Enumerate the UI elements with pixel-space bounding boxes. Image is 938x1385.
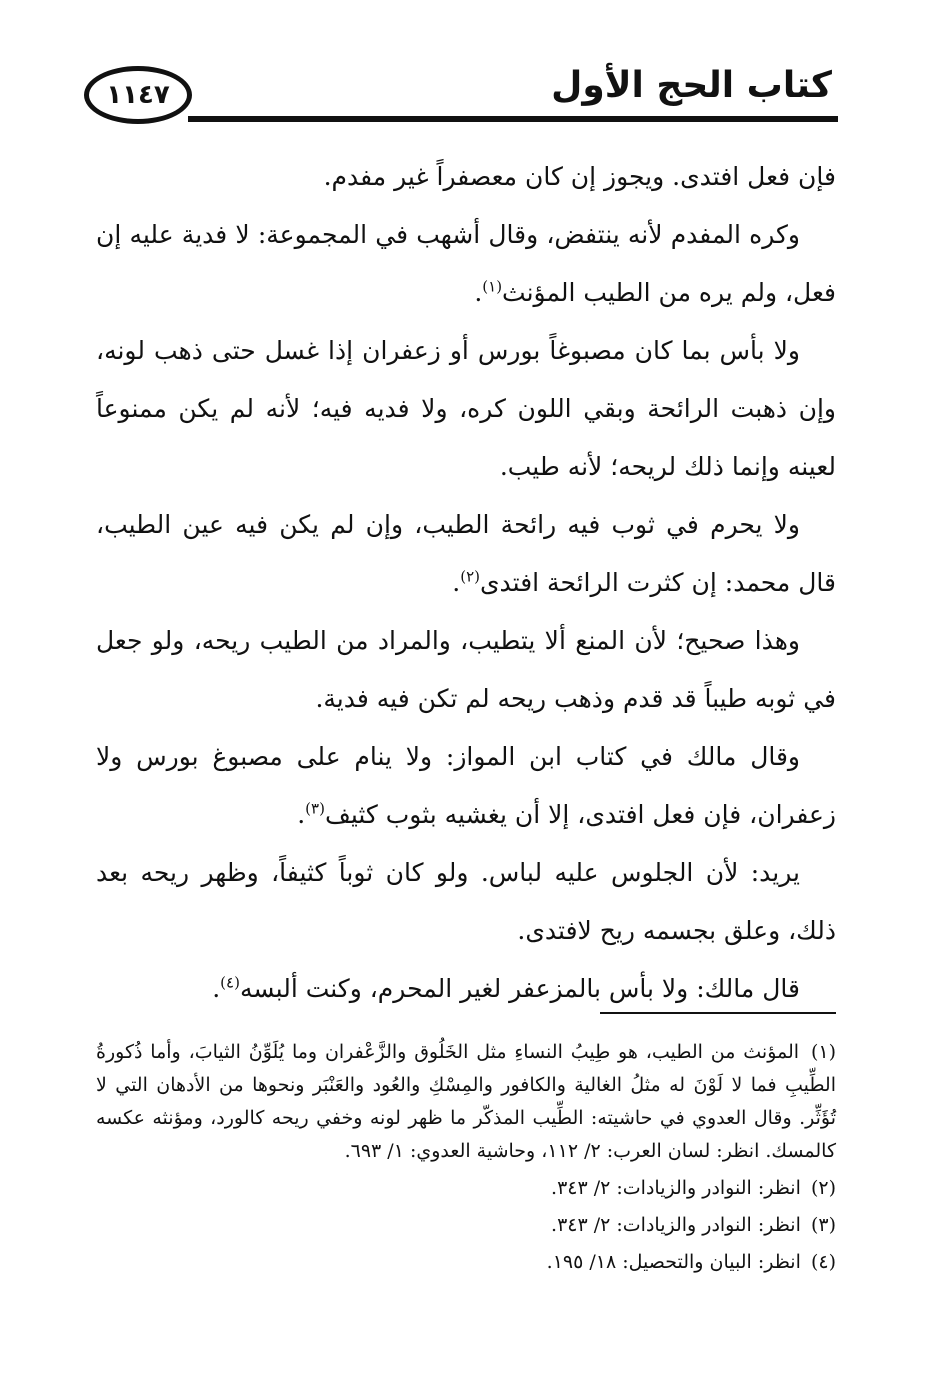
footnote-3 <box>96 1209 836 1242</box>
footnote-4 <box>96 1246 836 1279</box>
running-title: كتاب الحج الأول <box>551 65 832 106</box>
paragraph-6-text: وقال مالك في كتاب ابن المواز: ولا ينام على مصبوغ بورس ولا زعفران، فإن فعل افتدى، إلا أن يغشيه بثوب كثيف <box>96 742 836 829</box>
paragraph-6-end: . <box>297 800 306 829</box>
page-number: ١١٤٧ <box>106 80 170 110</box>
paragraph-1 <box>96 148 836 206</box>
footnote-ref-1: (١) <box>482 277 503 296</box>
footnote-2-text: انظر: النوادر والزيادات: ٢/ ٣٤٣. <box>551 1177 801 1199</box>
paragraph-3 <box>96 322 836 496</box>
paragraph-5-text: وهذا صحيح؛ لأن المنع ألا يتطيب، والمراد من الطيب ريحه، ولو جعل في ثوبه طيباً قد قدم وذهب ريحه لم تكن فيه فدية. <box>96 626 836 713</box>
main-text <box>96 148 836 1018</box>
paragraph-4 <box>96 496 836 612</box>
paragraph-8-text: قال مالك: ولا بأس بالمزعفر لغير المحرم، وكنت ألبسه <box>239 974 800 1003</box>
footnotes <box>96 1036 836 1283</box>
footnote-4-number: (٤) <box>810 1251 836 1273</box>
footnote-1-text: المؤنث من الطيب، هو طِيبُ النساءِ مثل الخَلُوق والزَّعْفران وما يُلَوِّنُ الثيابَ، وأما ذُكورةُ الطِّيبِ فما لا لَوْنَ له مثلُ الغالية والكافور والمِسْكِ والعُود والعَنْبَر ونحوها من الأدهان التي لا تُؤَثِّر. وقال العدوي في حاشيته: الطِّيب المذكّر ما ظهر لونه وخفي ريحه كالورد، ومؤنثه عكسه كالمسك. انظر: لسان العرب: ٢/ ١١٢، وحاشية العدوي: ١/ ٦٩٣. <box>96 1041 836 1162</box>
footnote-divider <box>600 1012 836 1014</box>
footnote-ref-2: (٢) <box>460 567 480 586</box>
footnote-2 <box>96 1172 836 1205</box>
footnote-ref-3: (٣) <box>305 799 325 818</box>
page-number-badge <box>84 66 192 124</box>
paragraph-4-end: . <box>452 568 461 597</box>
paragraph-5 <box>96 612 836 728</box>
paragraph-4-text: ولا يحرم في ثوب فيه رائحة الطيب، وإن لم يكن فيه عين الطيب، قال محمد: إن كثرت الرائحة افتدى <box>96 510 836 597</box>
paragraph-2-end: . <box>474 278 483 307</box>
paragraph-8 <box>96 960 836 1018</box>
footnote-1 <box>96 1036 836 1168</box>
paragraph-6 <box>96 728 836 844</box>
footnote-1-number: (١) <box>810 1041 836 1063</box>
paragraph-8-end: . <box>212 974 221 1003</box>
header-rule <box>188 116 838 122</box>
paragraph-7-text: يريد: لأن الجلوس عليه لباس. ولو كان ثوباً كثيفاً، وظهر ريحه بعد ذلك، وعلق بجسمه ريح لافتدى. <box>96 858 836 945</box>
footnote-4-text: انظر: البيان والتحصيل: ١٨/ ١٩٥. <box>546 1251 801 1273</box>
paragraph-1-text: فإن فعل افتدى. ويجوز إن كان معصفراً غير مفدم. <box>323 162 836 191</box>
footnote-2-number: (٢) <box>810 1177 836 1199</box>
footnote-ref-4: (٤) <box>220 973 240 992</box>
page-header <box>78 52 838 134</box>
footnote-3-text: انظر: النوادر والزيادات: ٢/ ٣٤٣. <box>551 1214 801 1236</box>
paragraph-7 <box>96 844 836 960</box>
paragraph-3-text: ولا بأس بما كان مصبوغاً بورس أو زعفران إذا غسل حتى ذهب لونه، وإن ذهبت الرائحة وبقي اللون كره، ولا فديه فيه؛ لأنه لم يكن ممنوعاً لعينه وإنما ذلك لريحه؛ لأنه طيب. <box>96 336 836 481</box>
paragraph-2-text: وكره المفدم لأنه ينتفض، وقال أشهب في المجموعة: لا فدية عليه إن فعل، ولم يره من الطيب المؤنث <box>96 220 836 307</box>
paragraph-2 <box>96 206 836 322</box>
footnote-3-number: (٣) <box>810 1214 836 1236</box>
